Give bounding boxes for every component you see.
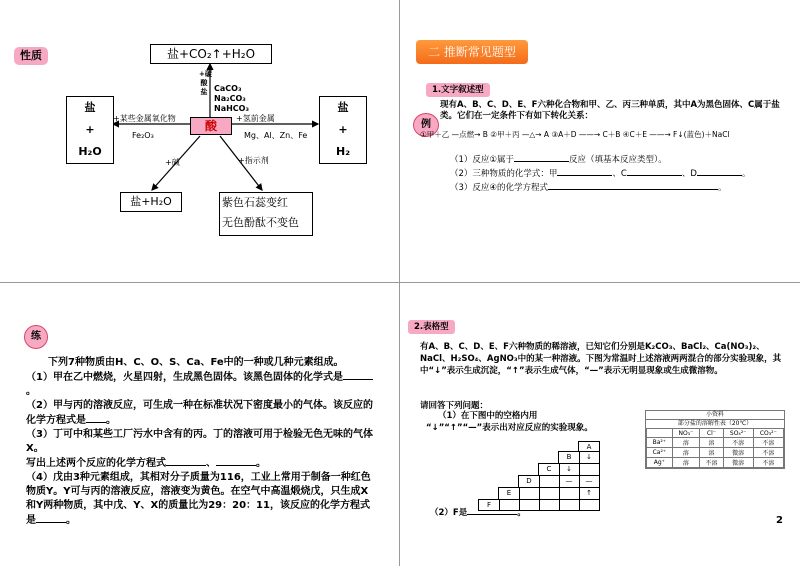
left-product-box: 盐 + H₂O bbox=[66, 96, 114, 164]
carbonate-list: CaCO₃ Na₂CO₃ NaHCO₃ bbox=[214, 84, 249, 113]
table-title: 小资料 bbox=[705, 411, 724, 418]
right-arrow-label: +氢前金属 bbox=[236, 114, 275, 123]
example-icon: 例 bbox=[413, 113, 439, 137]
intro-text: 现有A、B、C、D、E、F六种化合物和甲、乙、丙三种单质，其中A为黑色固体、C属于盐类。它们在一定条件下有如下转化关系： bbox=[440, 100, 780, 121]
table-q2: （2）F是 。 bbox=[430, 505, 526, 518]
right-product-box: 盐 + H₂ bbox=[319, 96, 367, 164]
salt-water-box: 盐+H₂O bbox=[120, 192, 182, 212]
table-row: Ba²⁺ 溶 溶 不溶 不溶 bbox=[647, 438, 784, 448]
slide-practice bbox=[0, 283, 400, 566]
slide-acid-properties bbox=[0, 0, 400, 283]
stair-mark: ↓ bbox=[558, 463, 580, 477]
practice-icon: 练 bbox=[24, 325, 48, 349]
carbonate-label: +碳酸盐 bbox=[199, 70, 212, 96]
subtype-tag: 1.文字叙述型 bbox=[426, 83, 490, 97]
reaction-list: ①甲＋乙 —点燃→ B ②甲＋丙 —△→ A ③A＋D ——→ C＋B ④C＋E ——→ F↓(蓝色)＋NaCl bbox=[420, 130, 730, 139]
solubility-grid: NO₃⁻ Cl⁻ SO₄²⁻ CO₃²⁻ Ba²⁺ 溶 溶 不溶 不溶 Ca²⁺ 溶 溶 微溶 不溶 Ag⁺ 溶 不溶 微溶 不溶 bbox=[646, 428, 784, 468]
solubility-table bbox=[645, 410, 785, 469]
practice-intro: 下列7种物质由H、C、O、S、Ca、Fe中的一种或几种元素组成。 bbox=[48, 357, 344, 368]
table-q1: （1）在下图中的空格内用 “↓”“↑”“—”表示出对应反应的实验现象。 bbox=[426, 411, 593, 433]
right-example: Mg、Al、Zn、Fe bbox=[244, 131, 308, 140]
left-arrow-label: +某些金属氧化物 bbox=[113, 114, 176, 123]
stair-blank[interactable] bbox=[558, 499, 580, 511]
stair-letter-a: A bbox=[578, 441, 600, 453]
questions: （1）反应①属于 反应（填基本反应类型）。 （2）三种物质的化学式：甲 、C 、D 。 （3）反应④的化学方程式 。 bbox=[450, 152, 790, 194]
stair-blank[interactable] bbox=[578, 499, 600, 511]
page-number: 2 bbox=[776, 515, 783, 526]
stair-mark: ↓ bbox=[578, 451, 600, 465]
stair-mark: — bbox=[578, 475, 600, 489]
table-intro: 有A、B、C、D、E、F六种物质的稀溶液，已知它们分别是K₂CO₃、BaCl₂、Ca(NO₃)₂、NaCl、H₂SO₄、AgNO₃中的某一种溶液。下图为常温时上述溶液两两混合的部分实验现象，其中“↓”表示生成沉淀，“↑”表示生成气体，“—”表示无明显现象或生成微溶物。 bbox=[420, 342, 782, 376]
practice-questions: （1）甲在乙中燃烧，火星四射，生成黑色固体。该黑色固体的化学式是。 （2）甲与丙的溶液反应，可生成一种在标准状况下密度最小的气体。该反应的化学方程式是 。 （3）丁可中和某些工厂污水中含有的丙。丁的溶液可用于检验无色无味的气体X。 写出上述两个反应的化学方程式 、 。 （4）戊由3种元素组成，其相对分子质量为116，工业上常用于制备一种红色物质Y。Y可与丙的溶液反应，溶液变为黄色。在空气中高温煅烧戊，只生成X和Y两种物质，其中戊、Y、X的质量比为29：20：11，该反应的化学方程式是 。 bbox=[26, 372, 373, 526]
acid-center: 酸 bbox=[190, 117, 232, 135]
base-label: +碱 bbox=[165, 158, 180, 167]
stair-mark: — bbox=[558, 475, 580, 489]
stair-letter-b: B bbox=[558, 451, 580, 465]
indicator-result-box: 紫色石蕊变红 无色酚酞不变色 bbox=[219, 192, 313, 236]
slide-inference-text bbox=[400, 0, 800, 283]
stair-blank[interactable] bbox=[538, 499, 560, 511]
properties-tag: 性质 bbox=[14, 47, 48, 65]
section-header: 二 推断常见题型 bbox=[416, 40, 528, 64]
stair-letter-d: D bbox=[518, 475, 540, 489]
stair-letter-c: C bbox=[538, 463, 560, 477]
prompt-text: 请回答下列问题： bbox=[420, 401, 489, 411]
slide-inference-table bbox=[400, 283, 800, 566]
stair-letter-e: E bbox=[498, 487, 520, 501]
table-row: Ca²⁺ 溶 溶 微溶 不溶 bbox=[647, 448, 784, 458]
top-product-box: 盐+CO₂↑+H₂O bbox=[150, 44, 272, 64]
stair-letter-f: F bbox=[478, 499, 500, 511]
table-subtitle: 部分盐的溶解性表（20℃） bbox=[646, 419, 784, 428]
indicator-label: +指示剂 bbox=[238, 156, 269, 165]
table-row: Ag⁺ 溶 不溶 微溶 不溶 bbox=[647, 458, 784, 468]
table-type-tag: 2.表格型 bbox=[408, 320, 455, 334]
left-example: Fe₂O₃ bbox=[132, 131, 154, 140]
stair-mark: ↑ bbox=[578, 487, 600, 501]
